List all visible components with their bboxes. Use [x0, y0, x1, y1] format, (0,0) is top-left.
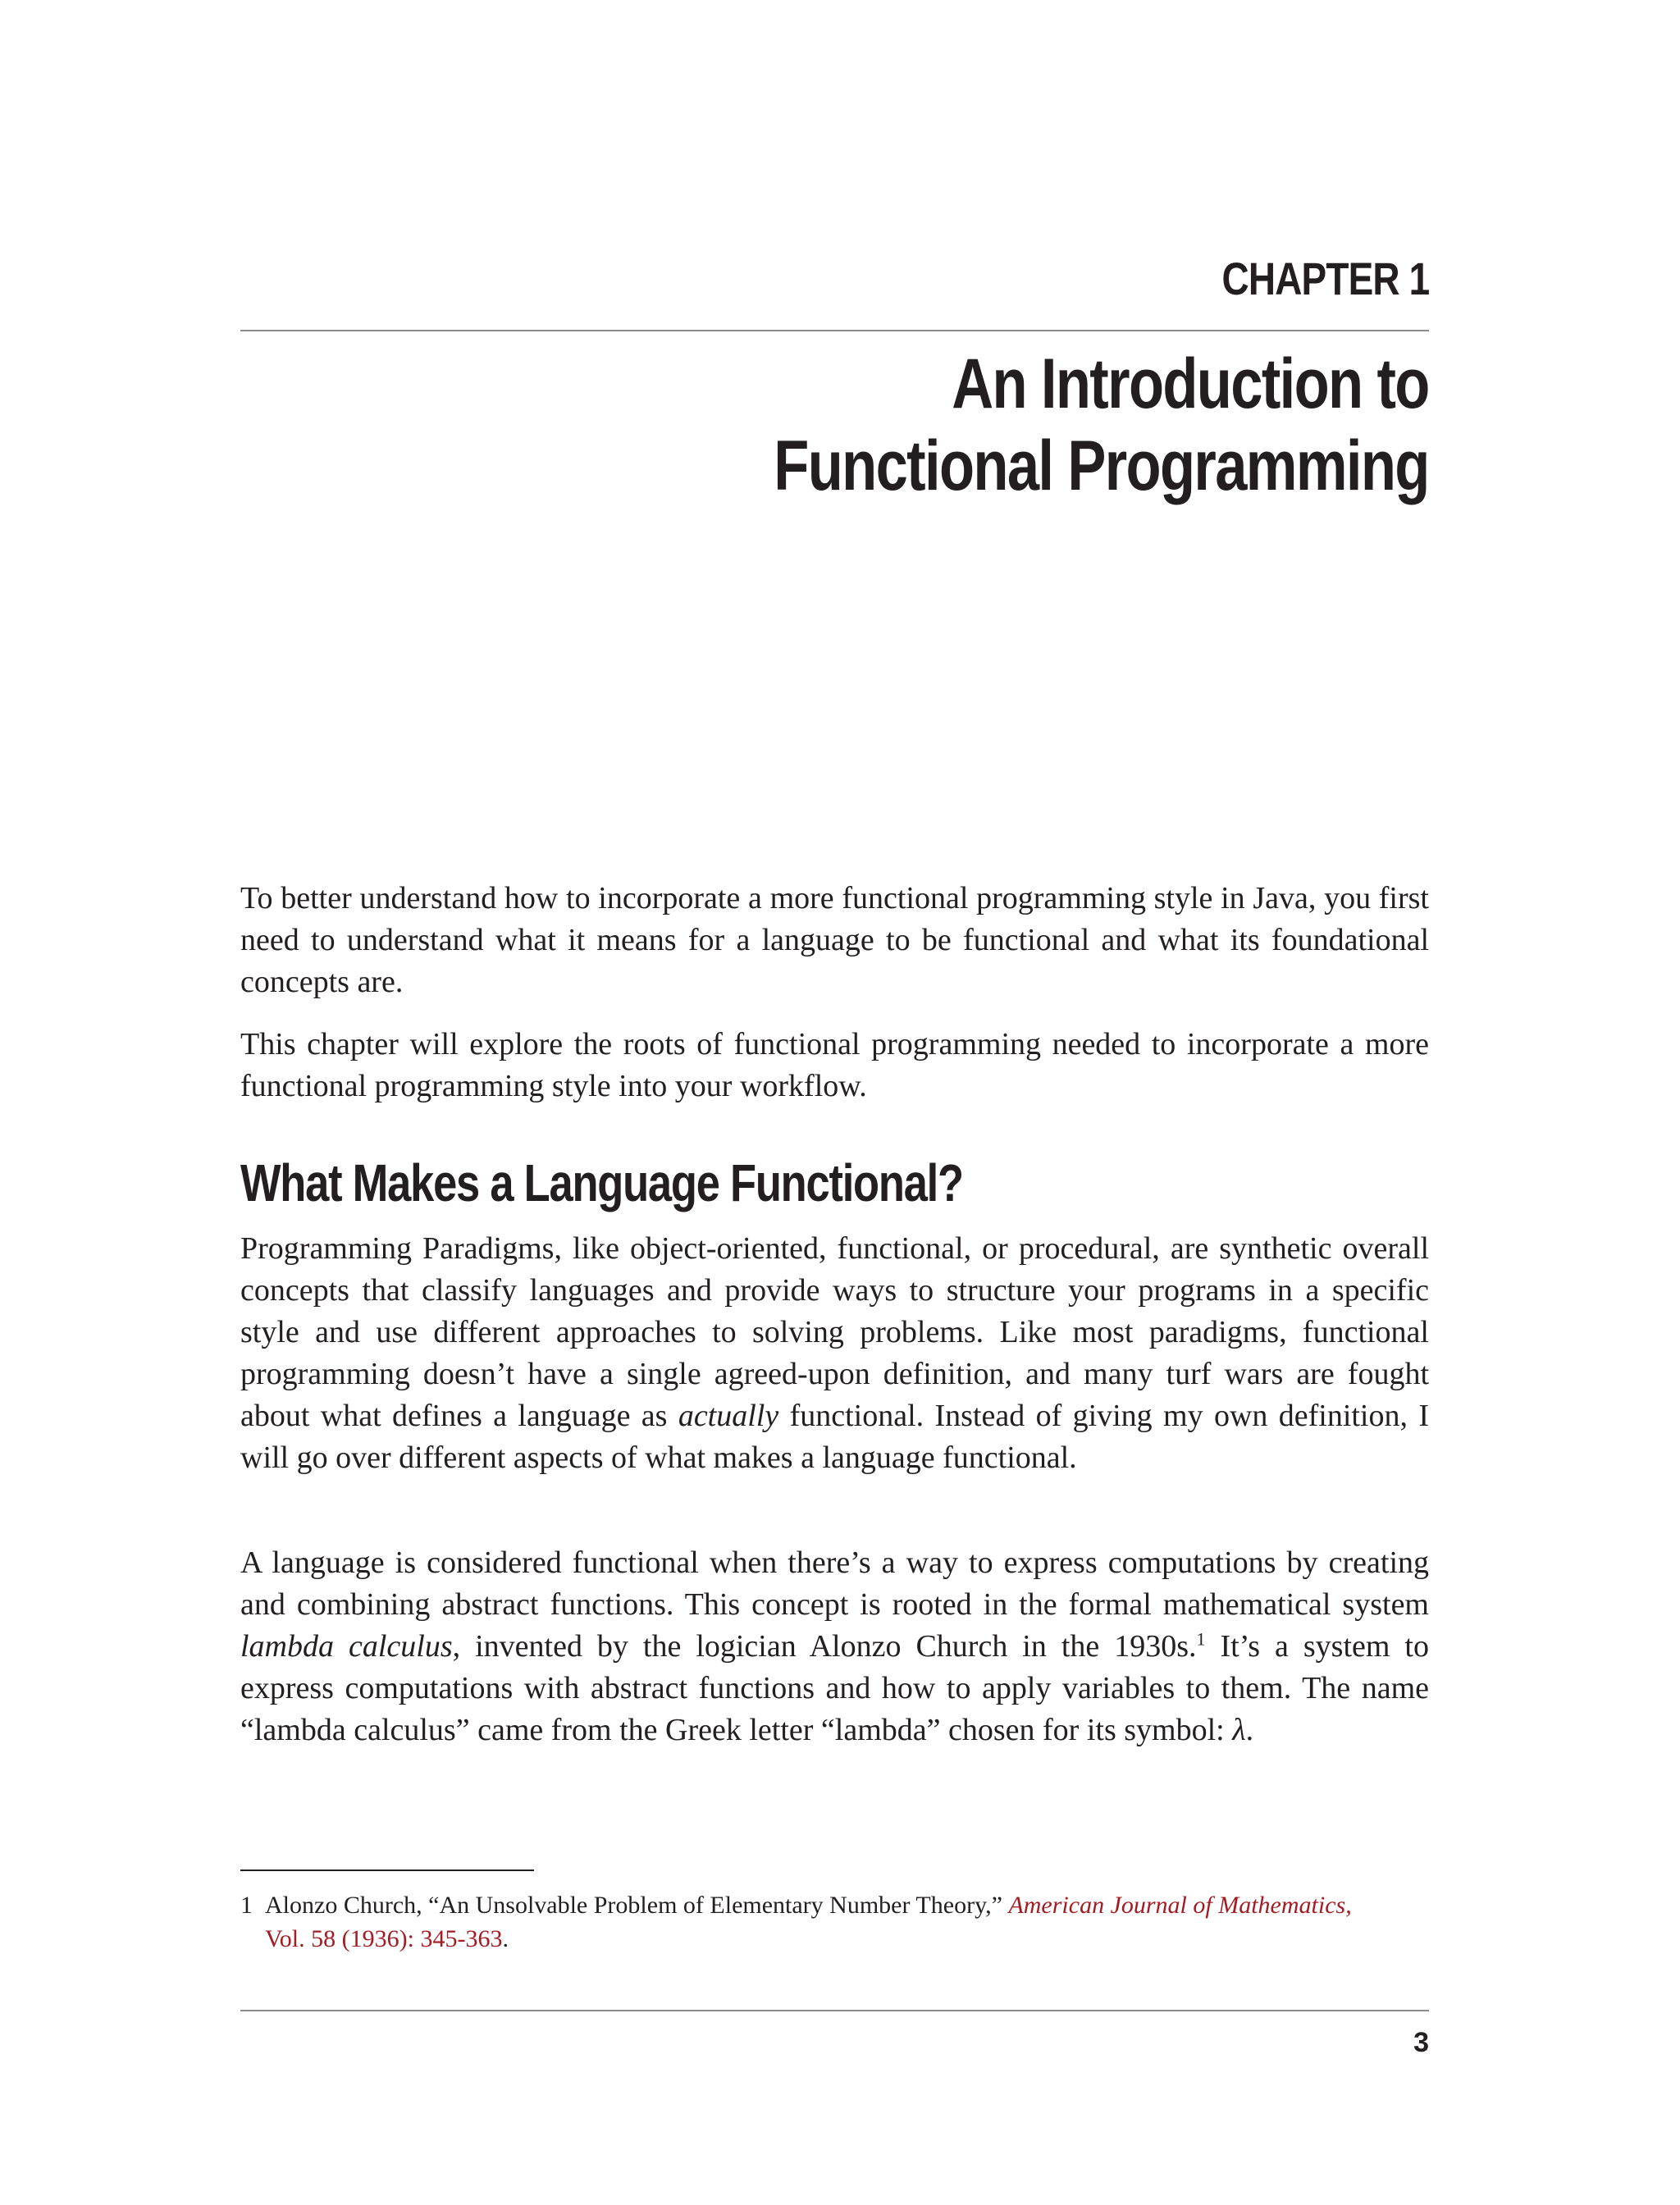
page-number: 3 [1413, 2027, 1429, 2058]
chapter-rule [240, 330, 1429, 331]
chapter-label: CHAPTER 1 [1221, 253, 1429, 304]
paragraph-end: . [1245, 1713, 1254, 1747]
journal-link[interactable]: American Journal of Mathematics [1008, 1892, 1346, 1919]
journal-comma: , [1345, 1892, 1352, 1919]
lambda-paragraph [240, 1542, 1429, 1751]
intro-paragraph-1: To better understand how to incorporate a more functional programming style in Java, you first need to understand what it means for a language to be functional and what its foundational concepts are. [240, 881, 1429, 999]
paragraph-text: It’s a system to express computations with abstract functions and how to apply variables to them. The name “lambda calculus” came from the Greek letter “lambda” chosen for its symbol: [240, 1629, 1429, 1747]
footnote-period: . [502, 1925, 509, 1952]
emphasis-text: lambda calculus [240, 1629, 453, 1664]
paragraph-text: Programming Paradigms, like object-oriented, functional, or procedural, are synthetic overall concepts that classify languages and provide ways to structure your programs in a specific style and use different approaches to solving problems. Like most paradigms, functional programming doesn’t have a single agreed-upon definition, and many turf wars are fought about what defines a language as [240, 1231, 1429, 1433]
footnote-line-2 [240, 1922, 1429, 1956]
chapter-title [774, 343, 1429, 507]
section-heading: What Makes a Language Functional? [240, 1153, 963, 1212]
chapter-title-line2: Functional Programming [774, 427, 1429, 505]
footnote-rule [240, 1869, 534, 1871]
paragraph-text: functional. Instead of giving my own definition, I will go over different aspects of what makes a language functional. [240, 1399, 1429, 1475]
citation-link[interactable]: Vol. 58 (1936): 345-363 [265, 1925, 503, 1952]
paragraph-text: A language is considered functional when there’s a way to express computations by creating and combining abstract functions. This concept is rooted in the formal mathematical system [240, 1545, 1429, 1622]
intro-paragraph-2: This chapter will explore the roots of functional programming needed to incorporate a more functional programming style into your workflow. [240, 1027, 1429, 1103]
footnote-text: Alonzo Church, “An Unsolvable Problem of Elementary Number Theory,” [265, 1892, 1009, 1919]
lambda-symbol: λ [1232, 1713, 1246, 1747]
footnote [240, 1888, 1429, 1956]
emphasis-text: actually [678, 1399, 779, 1433]
footer-rule [240, 2010, 1429, 2011]
footnote-reference[interactable]: 1 [1196, 1628, 1206, 1650]
footnote-number: 1 [240, 1892, 253, 1919]
paradigms-paragraph [240, 1228, 1429, 1479]
chapter-title-line1: An Introduction to [952, 345, 1429, 423]
paragraph-text: , invented by the logician Alonzo Church in the 1930s. [452, 1629, 1197, 1664]
